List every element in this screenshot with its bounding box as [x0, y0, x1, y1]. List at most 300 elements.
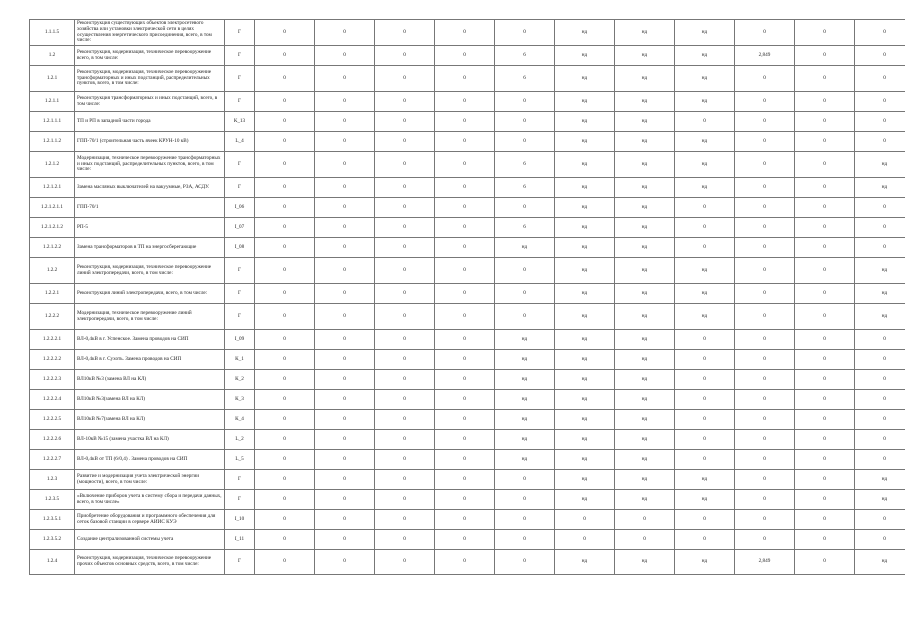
value-cell: 0	[375, 450, 435, 470]
value-cell: 0	[735, 284, 795, 304]
table-row	[30, 370, 905, 390]
value-cell: 0	[255, 390, 315, 410]
value-cell: 0	[855, 218, 905, 238]
value-cell: 0	[675, 112, 735, 132]
row-code-cell: L_2	[225, 430, 255, 450]
value-cell: 0	[255, 430, 315, 450]
row-name-cell: «Включение приборов учета в систему сбора и передачи данных, всего, в том числе»	[75, 490, 225, 510]
value-cell: 0	[735, 218, 795, 238]
value-cell: нд	[495, 350, 555, 370]
value-cell: 0	[435, 132, 495, 152]
value-cell: 0	[795, 218, 855, 238]
value-cell: 0	[375, 198, 435, 218]
value-cell: 0	[615, 530, 675, 550]
value-cell: 0	[375, 430, 435, 450]
row-code-cell: Г	[225, 550, 255, 575]
value-cell: нд	[675, 284, 735, 304]
value-cell: 0	[255, 92, 315, 112]
value-cell: нд	[555, 66, 615, 92]
value-cell: 0	[735, 470, 795, 490]
row-number-cell: 1.2.1.2.2	[30, 238, 75, 258]
row-code-cell: К_4	[225, 410, 255, 430]
value-cell: нд	[675, 304, 735, 330]
value-cell: 0	[735, 238, 795, 258]
value-cell: 0	[255, 350, 315, 370]
value-cell: 0	[735, 390, 795, 410]
value-cell: нд	[675, 20, 735, 46]
value-cell: 0	[435, 470, 495, 490]
row-number-cell: 1.2.2.2.2	[30, 350, 75, 370]
value-cell: 0	[735, 92, 795, 112]
value-cell: 0	[795, 284, 855, 304]
value-cell: 0	[255, 152, 315, 178]
value-cell: 0	[315, 350, 375, 370]
value-cell: 0	[375, 66, 435, 92]
value-cell: нд	[615, 178, 675, 198]
value-cell: 0	[375, 304, 435, 330]
row-name-cell: Замена трансформаторов в ТП на энергосберегающие	[75, 238, 225, 258]
value-cell: 0	[855, 450, 905, 470]
value-cell: 0	[735, 490, 795, 510]
value-cell: 0	[375, 92, 435, 112]
row-code-cell: I_07	[225, 218, 255, 238]
value-cell: нд	[615, 410, 675, 430]
value-cell: нд	[615, 238, 675, 258]
value-cell: 0	[255, 218, 315, 238]
value-cell: 0	[855, 430, 905, 450]
value-cell: 0	[375, 284, 435, 304]
table-row	[30, 112, 905, 132]
value-cell: 0	[315, 178, 375, 198]
value-cell: 0	[855, 330, 905, 350]
value-cell: 0	[495, 550, 555, 575]
row-name-cell: ВЛ10кВ №3 (замена ВЛ на КЛ)	[75, 370, 225, 390]
value-cell: 0	[855, 46, 905, 66]
value-cell: нд	[555, 450, 615, 470]
value-cell: 0	[315, 370, 375, 390]
value-cell: 0	[735, 178, 795, 198]
value-cell: нд	[615, 152, 675, 178]
row-number-cell: 1.2.1.2	[30, 152, 75, 178]
row-code-cell: I_09	[225, 330, 255, 350]
value-cell: 0	[735, 20, 795, 46]
value-cell: 0	[255, 550, 315, 575]
row-number-cell: 1.2.1.2.1	[30, 178, 75, 198]
value-cell: 0	[315, 218, 375, 238]
value-cell: нд	[615, 390, 675, 410]
value-cell: 0	[735, 330, 795, 350]
value-cell: нд	[615, 20, 675, 46]
value-cell: 0	[795, 20, 855, 46]
value-cell: 0	[255, 510, 315, 530]
row-code-cell: Г	[225, 258, 255, 284]
value-cell: нд	[855, 490, 905, 510]
table-row	[30, 132, 905, 152]
row-number-cell: 1.2.2.2.1	[30, 330, 75, 350]
value-cell: 0	[795, 178, 855, 198]
row-name-cell: РП-5	[75, 218, 225, 238]
value-cell: нд	[675, 178, 735, 198]
row-code-cell: Г	[225, 20, 255, 46]
table-row	[30, 92, 905, 112]
value-cell: нд	[615, 112, 675, 132]
row-code-cell: L_4	[225, 132, 255, 152]
row-code-cell: I_11	[225, 530, 255, 550]
table-row	[30, 430, 905, 450]
value-cell: нд	[555, 304, 615, 330]
value-cell: 0	[795, 46, 855, 66]
value-cell: 6	[495, 178, 555, 198]
row-number-cell: 1.2	[30, 46, 75, 66]
value-cell: 0	[435, 370, 495, 390]
table-row	[30, 530, 905, 550]
table-row	[30, 284, 905, 304]
value-cell: 0	[795, 330, 855, 350]
value-cell: 0	[675, 370, 735, 390]
value-cell: нд	[555, 258, 615, 284]
value-cell: 0	[315, 530, 375, 550]
value-cell: 0	[375, 490, 435, 510]
value-cell: нд	[615, 132, 675, 152]
value-cell: 0	[855, 350, 905, 370]
value-cell: нд	[555, 152, 615, 178]
value-cell: 0	[435, 304, 495, 330]
row-name-cell: ГПП-70/1 (строительная часть ячеек КРУН-10 кВ)	[75, 132, 225, 152]
row-name-cell: ВЛ10кВ №7(замена ВЛ на КЛ)	[75, 410, 225, 430]
value-cell: нд	[495, 410, 555, 430]
value-cell: нд	[615, 330, 675, 350]
value-cell: 0	[735, 410, 795, 430]
value-cell: 0	[315, 46, 375, 66]
value-cell: 0	[795, 490, 855, 510]
value-cell: 0	[375, 218, 435, 238]
value-cell: 0	[855, 20, 905, 46]
value-cell: нд	[855, 304, 905, 330]
value-cell: 0	[255, 530, 315, 550]
value-cell: 0	[675, 450, 735, 470]
value-cell: 0	[315, 550, 375, 575]
value-cell: нд	[555, 550, 615, 575]
value-cell: 0	[375, 530, 435, 550]
value-cell: 0	[375, 390, 435, 410]
value-cell: 0	[435, 238, 495, 258]
value-cell: 0	[795, 530, 855, 550]
value-cell: 0	[795, 470, 855, 490]
value-cell: 0	[795, 350, 855, 370]
value-cell: 0	[375, 410, 435, 430]
value-cell: 0	[675, 430, 735, 450]
value-cell: 0	[255, 470, 315, 490]
value-cell: 0	[435, 450, 495, 470]
value-cell: 0	[495, 490, 555, 510]
row-name-cell: Реконструкция, модернизация, техническое перевооружение трансформаторных и иных подстанций, распределительных пунктов, всего, в том числе:	[75, 66, 225, 92]
value-cell: 0	[375, 470, 435, 490]
value-cell: нд	[555, 410, 615, 430]
value-cell: 0	[855, 66, 905, 92]
value-cell: 0	[255, 330, 315, 350]
value-cell: 0	[855, 410, 905, 430]
value-cell: нд	[615, 92, 675, 112]
row-number-cell: 1.2.2.2.5	[30, 410, 75, 430]
row-code-cell: Г	[225, 490, 255, 510]
value-cell: 0	[315, 152, 375, 178]
row-name-cell: Замена масляных выключателей на вакуумные, РЗА, АСДУ.	[75, 178, 225, 198]
value-cell: 6	[495, 66, 555, 92]
row-name-cell: Реконструкция, модернизация, техническое перевооружение прочих объектов основных средств, всего, в том числе:	[75, 550, 225, 575]
value-cell: 0	[675, 510, 735, 530]
value-cell: 0	[735, 132, 795, 152]
value-cell: 0	[435, 152, 495, 178]
value-cell: нд	[675, 490, 735, 510]
value-cell: нд	[615, 258, 675, 284]
value-cell: 0	[255, 238, 315, 258]
row-number-cell: 1.2.1.2.1.2	[30, 218, 75, 238]
row-name-cell: Реконструкция трансформаторных и иных подстанций, всего, в том числе:	[75, 92, 225, 112]
value-cell: 0	[855, 92, 905, 112]
value-cell: нд	[615, 490, 675, 510]
row-code-cell: I_06	[225, 198, 255, 218]
table-row	[30, 66, 905, 92]
value-cell: 0	[375, 46, 435, 66]
value-cell: нд	[555, 490, 615, 510]
value-cell: 0	[375, 20, 435, 46]
value-cell: 0	[675, 530, 735, 550]
value-cell: 0	[735, 530, 795, 550]
row-number-cell: 1.2.1.1.2	[30, 132, 75, 152]
value-cell: нд	[675, 550, 735, 575]
value-cell: 0	[435, 112, 495, 132]
table-row	[30, 330, 905, 350]
value-cell: 0	[855, 238, 905, 258]
row-code-cell: Г	[225, 46, 255, 66]
value-cell: 0	[555, 510, 615, 530]
value-cell: 0	[435, 92, 495, 112]
value-cell: нд	[555, 470, 615, 490]
row-code-cell: Г	[225, 92, 255, 112]
value-cell: 0	[255, 46, 315, 66]
table-row	[30, 258, 905, 284]
value-cell: 0	[435, 390, 495, 410]
value-cell: 0	[495, 258, 555, 284]
value-cell: нд	[615, 470, 675, 490]
table-row	[30, 550, 905, 575]
table-row	[30, 450, 905, 470]
value-cell: нд	[555, 132, 615, 152]
row-number-cell: 1.2.2.2.4	[30, 390, 75, 410]
value-cell: нд	[855, 152, 905, 178]
value-cell: 0	[255, 198, 315, 218]
value-cell: 0	[675, 390, 735, 410]
value-cell: 0	[675, 238, 735, 258]
value-cell: 0	[315, 198, 375, 218]
table-row	[30, 410, 905, 430]
value-cell: 0	[255, 112, 315, 132]
value-cell: 0	[495, 20, 555, 46]
value-cell: нд	[615, 550, 675, 575]
value-cell: нд	[615, 218, 675, 238]
value-cell: 0	[315, 284, 375, 304]
row-name-cell: Развитие и модернизация учета электрической энергии (мощности), всего, в том числе:	[75, 470, 225, 490]
value-cell: 0	[675, 198, 735, 218]
value-cell: нд	[675, 132, 735, 152]
table-row	[30, 390, 905, 410]
value-cell: 0	[315, 470, 375, 490]
value-cell: нд	[555, 112, 615, 132]
value-cell: нд	[615, 46, 675, 66]
row-name-cell: Модернизация, техническое перевооружение трансформаторных и иных подстанций, распределительных пунктов, всего, в том числе:	[75, 152, 225, 178]
value-cell: 0	[735, 350, 795, 370]
value-cell: 0	[855, 510, 905, 530]
row-code-cell: Г	[225, 152, 255, 178]
value-cell: 0	[675, 350, 735, 370]
value-cell: нд	[555, 92, 615, 112]
value-cell: 0	[375, 132, 435, 152]
table-row	[30, 350, 905, 370]
value-cell: 0	[735, 66, 795, 92]
value-cell: 0	[315, 450, 375, 470]
row-name-cell: ТП и РП в западной части города	[75, 112, 225, 132]
value-cell: 0	[855, 198, 905, 218]
row-name-cell: Реконструкция линий электропередачи, всего, в том числе:	[75, 284, 225, 304]
value-cell: 0	[495, 132, 555, 152]
table-row	[30, 510, 905, 530]
value-cell: 0	[435, 410, 495, 430]
table-body	[30, 20, 905, 575]
value-cell: нд	[555, 46, 615, 66]
value-cell: 0	[795, 390, 855, 410]
value-cell: 0	[675, 218, 735, 238]
row-number-cell: 1.2.2.1	[30, 284, 75, 304]
row-number-cell: 1.2.2	[30, 258, 75, 284]
value-cell: нд	[675, 152, 735, 178]
row-code-cell: I_08	[225, 238, 255, 258]
table-row	[30, 20, 905, 46]
row-code-cell: К_3	[225, 390, 255, 410]
value-cell: нд	[495, 430, 555, 450]
value-cell: 0	[795, 152, 855, 178]
value-cell: 0	[795, 198, 855, 218]
table-row	[30, 46, 905, 66]
value-cell: 0	[495, 198, 555, 218]
value-cell: 0	[795, 92, 855, 112]
value-cell: нд	[675, 46, 735, 66]
value-cell: 0	[315, 304, 375, 330]
value-cell: 0	[435, 330, 495, 350]
value-cell: 0	[315, 258, 375, 284]
value-cell: 0	[375, 350, 435, 370]
value-cell: 0	[735, 450, 795, 470]
table-row	[30, 178, 905, 198]
row-name-cell: ВЛ-10кВ №15 (замена участка ВЛ на КЛ)	[75, 430, 225, 450]
value-cell: 0	[435, 258, 495, 284]
value-cell: 0	[435, 490, 495, 510]
value-cell: нд	[675, 66, 735, 92]
value-cell: 0	[855, 132, 905, 152]
value-cell: 0	[255, 258, 315, 284]
value-cell: 0	[855, 370, 905, 390]
value-cell: 0	[675, 330, 735, 350]
value-cell: 6	[495, 152, 555, 178]
row-code-cell: Г	[225, 66, 255, 92]
row-name-cell: Приобретение оборудования и программного обеспечения для сеток базовой станции в сервере АИИС КУЭ	[75, 510, 225, 530]
row-code-cell: К_13	[225, 112, 255, 132]
value-cell: 0	[315, 390, 375, 410]
row-name-cell: Создание централизованной системы учета	[75, 530, 225, 550]
value-cell: 0	[855, 390, 905, 410]
value-cell: 0	[375, 178, 435, 198]
value-cell: нд	[555, 390, 615, 410]
row-code-cell: К_2	[225, 370, 255, 390]
row-code-cell: L_5	[225, 450, 255, 470]
value-cell: нд	[555, 284, 615, 304]
value-cell: нд	[495, 238, 555, 258]
row-code-cell: Г	[225, 304, 255, 330]
value-cell: нд	[615, 430, 675, 450]
value-cell: 6	[495, 46, 555, 66]
value-cell: нд	[855, 284, 905, 304]
value-cell: 0	[315, 132, 375, 152]
value-cell: 0	[435, 198, 495, 218]
value-cell: нд	[615, 304, 675, 330]
row-name-cell: ВЛ10кВ №3(замена ВЛ на КЛ)	[75, 390, 225, 410]
value-cell: нд	[555, 238, 615, 258]
value-cell: 0	[495, 284, 555, 304]
value-cell: 6	[495, 218, 555, 238]
value-cell: 0	[735, 430, 795, 450]
table-row	[30, 490, 905, 510]
value-cell: 0	[435, 530, 495, 550]
value-cell: 0	[435, 218, 495, 238]
value-cell: 0	[375, 112, 435, 132]
value-cell: 0	[795, 370, 855, 390]
value-cell: нд	[855, 550, 905, 575]
row-number-cell: 1.2.4	[30, 550, 75, 575]
value-cell: 0	[315, 20, 375, 46]
table-row	[30, 304, 905, 330]
value-cell: 0	[495, 92, 555, 112]
value-cell: 0	[495, 530, 555, 550]
value-cell: нд	[555, 350, 615, 370]
value-cell: 0	[435, 66, 495, 92]
value-cell: 0	[315, 92, 375, 112]
value-cell: нд	[855, 258, 905, 284]
row-name-cell: ВЛ-0,4кВ в г. Успенское. Замена проводов на СИП	[75, 330, 225, 350]
value-cell: нд	[555, 430, 615, 450]
value-cell: нд	[495, 330, 555, 350]
table-row	[30, 238, 905, 258]
value-cell: 0	[795, 430, 855, 450]
value-cell: нд	[615, 350, 675, 370]
value-cell: 0	[735, 112, 795, 132]
value-cell: 0	[795, 238, 855, 258]
value-cell: нд	[675, 470, 735, 490]
value-cell: нд	[855, 470, 905, 490]
value-cell: нд	[555, 198, 615, 218]
value-cell: 0	[375, 550, 435, 575]
value-cell: нд	[615, 370, 675, 390]
value-cell: 0	[555, 530, 615, 550]
value-cell: 0	[255, 284, 315, 304]
value-cell: нд	[555, 370, 615, 390]
row-name-cell: Реконструкция существующих объектов электросетевого хозяйства или установки электрической сети в целях осуществления энергетического присоединения, всего, в том числе:	[75, 20, 225, 46]
row-number-cell: 1.2.2.2.3	[30, 370, 75, 390]
row-name-cell: ГПП-70/1	[75, 198, 225, 218]
value-cell: нд	[555, 20, 615, 46]
value-cell: 0	[495, 304, 555, 330]
value-cell: 0	[435, 284, 495, 304]
row-number-cell: 1.2.3	[30, 470, 75, 490]
value-cell: 0	[375, 330, 435, 350]
